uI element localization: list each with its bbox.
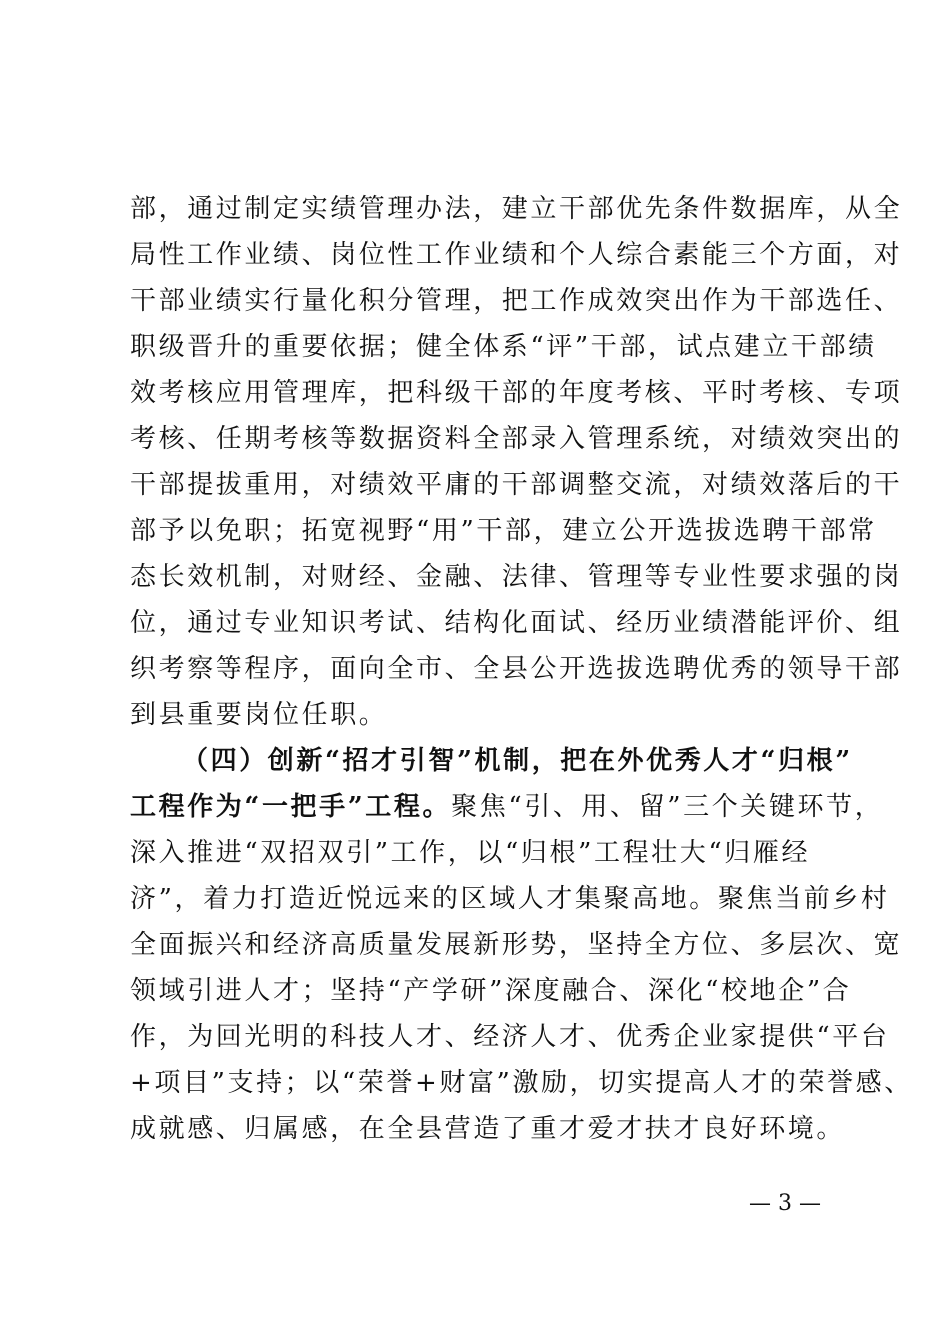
body-text-line: 部予以免职；拓宽视野“用”干部，建立公开选拔选聘干部常 [130,516,877,546]
body-text-line: 全面振兴和经济高质量发展新形势，坚持全方位、多层次、宽 [130,930,903,960]
body-text-line: 位，通过专业知识考试、结构化面试、经历业绩潜能评价、组 [130,608,903,638]
section-heading-continued [130,784,884,830]
body-text-line: 深入推进“双招双引”工作，以“归根”工程壮大“归雁经 [130,838,811,868]
body-text-line: 部，通过制定实绩管理办法，建立干部优先条件数据库，从全 [130,194,903,224]
body-text-line: 干部提拔重用，对绩效平庸的干部调整交流，对绩效落后的干 [130,470,903,500]
body-text-line: +项目”支持；以“荣誉+财富”激励，切实提高人才的荣誉感、 [130,1068,913,1098]
body-text-span: 聚焦“引、用、留”三个关键环节， [451,792,884,822]
body-text-line: 局性工作业绩、岗位性工作业绩和个人综合素能三个方面，对 [130,240,903,270]
page-number: — 3 — [749,1191,821,1216]
body-text-line: 考核、任期考核等数据资料全部录入管理系统，对绩效突出的 [130,424,903,454]
body-text-line: 效考核应用管理库，把科级干部的年度考核、平时考核、专项 [130,378,903,408]
body-text-line: 成就感、归属感，在全县营造了重才爱才扶才良好环境。 [130,1114,846,1144]
section-heading-end: 工程作为“一把手”工程。 [130,792,452,822]
body-text-line: 态长效机制，对财经、金融、法律、管理等专业性要求强的岗 [130,562,903,592]
body-text-line: 领域引进人才；坚持“产学研”深度融合、深化“校地企”合 [130,976,852,1006]
section-heading: （四）创新“招才引智”机制，把在外优秀人才“归根” [182,746,853,776]
body-text-line: 到县重要岗位任职。 [130,700,388,730]
body-text-line: 干部业绩实行量化积分管理，把工作成效突出作为干部选任、 [130,286,903,316]
body-text-line: 作，为回光明的科技人才、经济人才、优秀企业家提供“平台 [130,1022,890,1052]
body-text-line: 织考察等程序，面向全市、全县公开选拔选聘优秀的领导干部 [130,654,903,684]
body-text-line: 济”，着力打造近悦远来的区域人才集聚高地。聚焦当前乡村 [130,884,890,914]
body-text-line: 职级晋升的重要依据；健全体系“评”干部，试点建立干部绩 [130,332,877,362]
